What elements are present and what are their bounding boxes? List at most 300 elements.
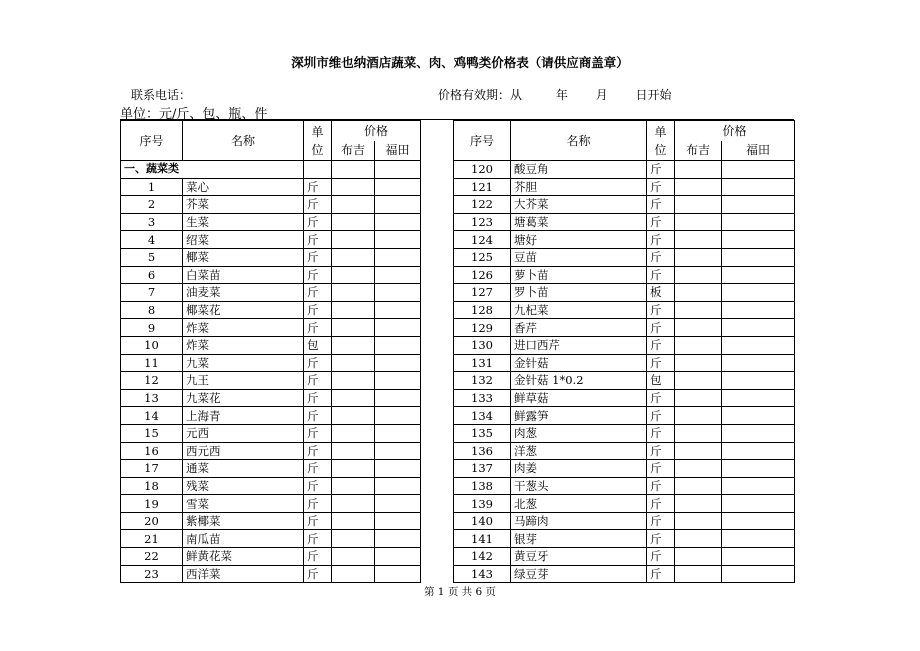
price-input-futian[interactable] bbox=[375, 565, 421, 583]
unit-cell: 斤 bbox=[304, 248, 332, 266]
table-row bbox=[454, 178, 795, 196]
price-input-buji[interactable] bbox=[332, 178, 375, 196]
table-row bbox=[454, 548, 795, 566]
price-input-buji[interactable] bbox=[675, 336, 722, 354]
seq-cell: 129 bbox=[454, 319, 511, 337]
item-name-cell: 鲜露笋 bbox=[511, 407, 647, 425]
table-row bbox=[454, 266, 795, 284]
price-input-buji[interactable] bbox=[332, 248, 375, 266]
seq-cell: 3 bbox=[121, 213, 183, 231]
price-input-futian[interactable] bbox=[722, 336, 795, 354]
price-input-buji[interactable] bbox=[675, 548, 722, 566]
price-input-futian[interactable] bbox=[722, 266, 795, 284]
item-name-cell: 炸菜 bbox=[183, 336, 304, 354]
seq-cell: 4 bbox=[121, 231, 183, 249]
header-unit-bottom: 位 bbox=[311, 142, 324, 157]
unit-cell: 斤 bbox=[304, 407, 332, 425]
seq-cell: 138 bbox=[454, 477, 511, 495]
unit-cell: 斤 bbox=[647, 460, 675, 478]
price-input-futian[interactable] bbox=[375, 319, 421, 337]
item-name-cell: 香芹 bbox=[511, 319, 647, 337]
item-name-cell: 九菜 bbox=[183, 354, 304, 372]
table-row bbox=[121, 213, 421, 231]
unit-cell: 斤 bbox=[304, 424, 332, 442]
price-input-buji[interactable] bbox=[332, 407, 375, 425]
item-name-cell: 罗卜苗 bbox=[511, 284, 647, 302]
item-name-cell: 九王 bbox=[183, 372, 304, 390]
unit-cell: 斤 bbox=[304, 389, 332, 407]
price-input-futian[interactable] bbox=[722, 354, 795, 372]
price-input-futian[interactable] bbox=[375, 354, 421, 372]
price-input-buji[interactable] bbox=[675, 196, 722, 214]
header-unit bbox=[647, 121, 675, 161]
table-row bbox=[454, 389, 795, 407]
header-price: 价格 bbox=[332, 121, 421, 141]
unit-cell: 斤 bbox=[647, 442, 675, 460]
price-input-futian[interactable] bbox=[722, 442, 795, 460]
price-input-buji[interactable] bbox=[675, 512, 722, 530]
seq-cell: 121 bbox=[454, 178, 511, 196]
unit-cell: 斤 bbox=[304, 530, 332, 548]
unit-cell: 斤 bbox=[304, 284, 332, 302]
price-input-buji[interactable] bbox=[332, 565, 375, 583]
price-input-futian[interactable] bbox=[375, 477, 421, 495]
item-name-cell: 椰菜 bbox=[183, 248, 304, 266]
table-row bbox=[121, 248, 421, 266]
page-title: 深圳市维也纳酒店蔬菜、肉、鸡鸭类价格表（请供应商盖章） bbox=[291, 55, 629, 70]
price-input-buji[interactable] bbox=[332, 442, 375, 460]
item-name-cell: 白菜苗 bbox=[183, 266, 304, 284]
price-input-futian[interactable] bbox=[375, 460, 421, 478]
unit-cell: 斤 bbox=[647, 354, 675, 372]
item-name-cell: 肉葱 bbox=[511, 424, 647, 442]
price-input-buji[interactable] bbox=[675, 460, 722, 478]
price-input-buji[interactable] bbox=[675, 530, 722, 548]
table-row bbox=[121, 512, 421, 530]
unit-cell: 斤 bbox=[647, 495, 675, 513]
price-input-futian[interactable] bbox=[722, 196, 795, 214]
table-row bbox=[121, 336, 421, 354]
item-name-cell: 油麦菜 bbox=[183, 284, 304, 302]
table-row bbox=[121, 424, 421, 442]
item-name-cell: 雪菜 bbox=[183, 495, 304, 513]
price-input-futian[interactable] bbox=[722, 407, 795, 425]
table-row bbox=[454, 319, 795, 337]
header-unit-bottom: 位 bbox=[654, 142, 667, 157]
header-name: 名称 bbox=[511, 121, 647, 161]
header-store-buji: 布吉 bbox=[675, 141, 722, 161]
unit-cell: 斤 bbox=[304, 477, 332, 495]
seq-cell: 21 bbox=[121, 530, 183, 548]
table-row bbox=[121, 372, 421, 390]
unit-cell: 斤 bbox=[647, 565, 675, 583]
unit-cell: 斤 bbox=[304, 512, 332, 530]
unit-cell: 斤 bbox=[647, 548, 675, 566]
right-table-body bbox=[454, 161, 795, 583]
price-input-buji[interactable] bbox=[675, 266, 722, 284]
price-input-futian[interactable] bbox=[722, 495, 795, 513]
price-input-futian[interactable] bbox=[375, 389, 421, 407]
seq-cell: 8 bbox=[121, 301, 183, 319]
seq-cell: 131 bbox=[454, 354, 511, 372]
price-input-buji[interactable] bbox=[332, 530, 375, 548]
item-name-cell: 干葱头 bbox=[511, 477, 647, 495]
price-input-futian[interactable] bbox=[722, 178, 795, 196]
price-input-buji[interactable] bbox=[675, 161, 722, 179]
item-name-cell: 椰菜花 bbox=[183, 301, 304, 319]
price-input-buji[interactable] bbox=[332, 512, 375, 530]
unit-cell: 斤 bbox=[304, 319, 332, 337]
item-name-cell: 肉姜 bbox=[511, 460, 647, 478]
price-input-futian[interactable] bbox=[722, 548, 795, 566]
header-unit bbox=[304, 121, 332, 161]
table-row bbox=[121, 495, 421, 513]
item-name-cell: 豆苗 bbox=[511, 248, 647, 266]
unit-cell: 斤 bbox=[304, 266, 332, 284]
item-name-cell: 大芥菜 bbox=[511, 196, 647, 214]
unit-cell: 斤 bbox=[304, 231, 332, 249]
seq-cell: 134 bbox=[454, 407, 511, 425]
item-name-cell: 芥菜 bbox=[183, 196, 304, 214]
price-input-buji[interactable] bbox=[332, 389, 375, 407]
item-name-cell: 南瓜苗 bbox=[183, 530, 304, 548]
price-input-futian[interactable] bbox=[375, 512, 421, 530]
price-input-buji[interactable] bbox=[332, 161, 375, 179]
table-row bbox=[121, 477, 421, 495]
header-store-futian: 福田 bbox=[375, 141, 421, 161]
item-name-cell: 绍菜 bbox=[183, 231, 304, 249]
table-row bbox=[454, 336, 795, 354]
price-input-buji[interactable] bbox=[332, 301, 375, 319]
price-input-futian[interactable] bbox=[375, 407, 421, 425]
item-name-cell: 洋葱 bbox=[511, 442, 647, 460]
price-input-buji[interactable] bbox=[675, 565, 722, 583]
price-input-futian[interactable] bbox=[375, 336, 421, 354]
unit-cell: 斤 bbox=[647, 424, 675, 442]
page-footer: 第 1 页 共 6 页 bbox=[423, 586, 497, 598]
price-table-left bbox=[120, 120, 421, 583]
price-input-buji[interactable] bbox=[675, 284, 722, 302]
price-input-futian[interactable] bbox=[375, 424, 421, 442]
unit-cell: 斤 bbox=[647, 196, 675, 214]
price-input-buji[interactable] bbox=[675, 389, 722, 407]
table-row bbox=[454, 565, 795, 583]
unit-cell: 斤 bbox=[647, 213, 675, 231]
item-name-cell: 塘好 bbox=[511, 231, 647, 249]
price-input-futian[interactable] bbox=[722, 161, 795, 179]
price-input-futian[interactable] bbox=[375, 301, 421, 319]
price-input-futian[interactable] bbox=[375, 495, 421, 513]
table-row bbox=[121, 407, 421, 425]
empty-cell bbox=[304, 161, 332, 179]
price-input-futian[interactable] bbox=[722, 389, 795, 407]
seq-cell: 135 bbox=[454, 424, 511, 442]
seq-cell: 22 bbox=[121, 548, 183, 566]
seq-cell: 17 bbox=[121, 460, 183, 478]
price-input-buji[interactable] bbox=[675, 248, 722, 266]
price-input-futian[interactable] bbox=[722, 460, 795, 478]
seq-cell: 137 bbox=[454, 460, 511, 478]
price-input-futian[interactable] bbox=[375, 442, 421, 460]
item-name-cell: 绿豆芽 bbox=[511, 565, 647, 583]
price-input-futian[interactable] bbox=[375, 213, 421, 231]
table-row bbox=[121, 460, 421, 478]
price-input-buji[interactable] bbox=[332, 460, 375, 478]
price-input-buji[interactable] bbox=[675, 424, 722, 442]
price-input-buji[interactable] bbox=[675, 354, 722, 372]
price-input-futian[interactable] bbox=[722, 512, 795, 530]
table-row bbox=[121, 196, 421, 214]
header-unit-top: 单 bbox=[311, 124, 324, 139]
item-name-cell: 北葱 bbox=[511, 495, 647, 513]
seq-cell: 133 bbox=[454, 389, 511, 407]
table-row bbox=[121, 530, 421, 548]
unit-cell: 斤 bbox=[304, 460, 332, 478]
seq-cell: 23 bbox=[121, 565, 183, 583]
price-input-buji[interactable] bbox=[675, 213, 722, 231]
table-row bbox=[121, 231, 421, 249]
item-name-cell: 马蹄肉 bbox=[511, 512, 647, 530]
price-input-buji[interactable] bbox=[332, 372, 375, 390]
table-row bbox=[121, 389, 421, 407]
table-row bbox=[121, 284, 421, 302]
item-name-cell: 紫椰菜 bbox=[183, 512, 304, 530]
table-row bbox=[454, 301, 795, 319]
seq-cell: 142 bbox=[454, 548, 511, 566]
price-input-futian[interactable] bbox=[722, 231, 795, 249]
item-name-cell: 西元西 bbox=[183, 442, 304, 460]
item-name-cell: 九菜花 bbox=[183, 389, 304, 407]
seq-cell: 18 bbox=[121, 477, 183, 495]
seq-cell: 16 bbox=[121, 442, 183, 460]
price-input-buji[interactable] bbox=[675, 372, 722, 390]
seq-cell: 143 bbox=[454, 565, 511, 583]
unit-cell: 板 bbox=[647, 284, 675, 302]
seq-cell: 120 bbox=[454, 161, 511, 179]
seq-cell: 126 bbox=[454, 266, 511, 284]
validity-day-start: 日开始 bbox=[635, 88, 672, 102]
price-input-futian[interactable] bbox=[375, 530, 421, 548]
seq-cell: 139 bbox=[454, 495, 511, 513]
price-input-buji[interactable] bbox=[332, 424, 375, 442]
price-input-buji[interactable] bbox=[332, 336, 375, 354]
item-name-cell: 元西 bbox=[183, 424, 304, 442]
unit-cell: 斤 bbox=[304, 495, 332, 513]
item-name-cell: 芥胆 bbox=[511, 178, 647, 196]
price-input-futian[interactable] bbox=[722, 477, 795, 495]
seq-cell: 128 bbox=[454, 301, 511, 319]
price-input-futian[interactable] bbox=[722, 530, 795, 548]
price-input-futian[interactable] bbox=[375, 231, 421, 249]
item-name-cell: 通菜 bbox=[183, 460, 304, 478]
item-name-cell: 酸豆角 bbox=[511, 161, 647, 179]
price-input-futian[interactable] bbox=[722, 565, 795, 583]
price-input-futian[interactable] bbox=[375, 178, 421, 196]
seq-cell: 2 bbox=[121, 196, 183, 214]
seq-cell: 127 bbox=[454, 284, 511, 302]
header-unit-top: 单 bbox=[654, 124, 667, 139]
item-name-cell: 金针菇 bbox=[511, 354, 647, 372]
seq-cell: 12 bbox=[121, 372, 183, 390]
validity-year: 年 bbox=[555, 88, 568, 102]
table-row bbox=[121, 178, 421, 196]
table-row bbox=[454, 248, 795, 266]
seq-cell: 9 bbox=[121, 319, 183, 337]
table-row bbox=[454, 213, 795, 231]
seq-cell: 132 bbox=[454, 372, 511, 390]
table-row bbox=[454, 407, 795, 425]
price-input-buji[interactable] bbox=[675, 477, 722, 495]
item-name-cell: 鲜黄花菜 bbox=[183, 548, 304, 566]
price-input-buji[interactable] bbox=[332, 354, 375, 372]
item-name-cell: 金针菇 1*0.2 bbox=[511, 372, 647, 390]
price-input-futian[interactable] bbox=[722, 319, 795, 337]
unit-cell: 斤 bbox=[647, 301, 675, 319]
item-name-cell: 黄豆牙 bbox=[511, 548, 647, 566]
header-price: 价格 bbox=[675, 121, 795, 141]
price-input-buji[interactable] bbox=[332, 319, 375, 337]
price-input-futian[interactable] bbox=[722, 424, 795, 442]
table-row bbox=[454, 424, 795, 442]
price-input-futian[interactable] bbox=[722, 213, 795, 231]
price-input-buji[interactable] bbox=[332, 266, 375, 284]
seq-cell: 123 bbox=[454, 213, 511, 231]
seq-cell: 19 bbox=[121, 495, 183, 513]
table-row bbox=[454, 284, 795, 302]
unit-cell: 斤 bbox=[647, 161, 675, 179]
seq-cell: 141 bbox=[454, 530, 511, 548]
seq-cell: 130 bbox=[454, 336, 511, 354]
left-table-body bbox=[121, 161, 421, 583]
price-input-buji[interactable] bbox=[332, 477, 375, 495]
table-row bbox=[121, 319, 421, 337]
seq-cell: 1 bbox=[121, 178, 183, 196]
validity-month: 月 bbox=[595, 88, 608, 102]
price-table-right bbox=[453, 120, 795, 583]
price-input-futian[interactable] bbox=[375, 548, 421, 566]
item-name-cell: 生菜 bbox=[183, 213, 304, 231]
seq-cell: 125 bbox=[454, 248, 511, 266]
price-input-buji[interactable] bbox=[675, 495, 722, 513]
table-row bbox=[454, 460, 795, 478]
seq-cell: 122 bbox=[454, 196, 511, 214]
unit-cell: 斤 bbox=[304, 213, 332, 231]
price-input-futian[interactable] bbox=[375, 248, 421, 266]
unit-cell: 包 bbox=[304, 336, 332, 354]
unit-cell: 斤 bbox=[647, 248, 675, 266]
unit-cell: 斤 bbox=[647, 512, 675, 530]
seq-cell: 13 bbox=[121, 389, 183, 407]
seq-cell: 5 bbox=[121, 248, 183, 266]
price-input-buji[interactable] bbox=[675, 442, 722, 460]
contact-phone-label: 联系电话： bbox=[131, 88, 192, 102]
seq-cell: 10 bbox=[121, 336, 183, 354]
unit-cell: 斤 bbox=[304, 178, 332, 196]
item-name-cell: 菜心 bbox=[183, 178, 304, 196]
seq-cell: 14 bbox=[121, 407, 183, 425]
section-title: 一、蔬菜类 bbox=[121, 161, 304, 179]
price-input-futian[interactable] bbox=[375, 196, 421, 214]
seq-cell: 6 bbox=[121, 266, 183, 284]
price-input-futian[interactable] bbox=[375, 266, 421, 284]
seq-cell: 124 bbox=[454, 231, 511, 249]
unit-cell: 斤 bbox=[304, 354, 332, 372]
price-input-futian[interactable] bbox=[375, 161, 421, 179]
header-store-bují: 布吉 bbox=[332, 141, 375, 161]
table-row bbox=[454, 161, 795, 179]
price-input-buji[interactable] bbox=[332, 495, 375, 513]
price-input-buji[interactable] bbox=[332, 196, 375, 214]
table-row bbox=[454, 477, 795, 495]
price-input-futian[interactable] bbox=[722, 284, 795, 302]
table-row bbox=[121, 565, 421, 583]
unit-cell: 斤 bbox=[647, 231, 675, 249]
price-input-futian[interactable] bbox=[722, 372, 795, 390]
unit-cell: 斤 bbox=[647, 319, 675, 337]
unit-cell: 斤 bbox=[647, 389, 675, 407]
price-input-futian[interactable] bbox=[375, 372, 421, 390]
price-input-buji[interactable] bbox=[675, 301, 722, 319]
price-input-futian[interactable] bbox=[722, 301, 795, 319]
header-seq: 序号 bbox=[121, 121, 183, 161]
table-row bbox=[121, 442, 421, 460]
price-input-buji[interactable] bbox=[332, 213, 375, 231]
table-row bbox=[121, 354, 421, 372]
item-name-cell: 鲜草菇 bbox=[511, 389, 647, 407]
unit-cell: 斤 bbox=[647, 178, 675, 196]
unit-cell: 斤 bbox=[647, 407, 675, 425]
price-input-buji[interactable] bbox=[675, 319, 722, 337]
price-input-buji[interactable] bbox=[675, 178, 722, 196]
unit-note: 单位：元/斤、包、瓶、件 bbox=[120, 107, 268, 122]
unit-cell: 斤 bbox=[304, 548, 332, 566]
seq-cell: 20 bbox=[121, 512, 183, 530]
header-name: 名称 bbox=[183, 121, 304, 161]
price-input-futian[interactable] bbox=[722, 248, 795, 266]
price-input-buji[interactable] bbox=[675, 407, 722, 425]
price-input-buji[interactable] bbox=[332, 284, 375, 302]
seq-cell: 140 bbox=[454, 512, 511, 530]
item-name-cell: 银芽 bbox=[511, 530, 647, 548]
header-seq: 序号 bbox=[454, 121, 511, 161]
price-input-futian[interactable] bbox=[375, 284, 421, 302]
unit-cell: 包 bbox=[647, 372, 675, 390]
unit-cell: 斤 bbox=[647, 266, 675, 284]
table-row bbox=[454, 512, 795, 530]
item-name-cell: 上海青 bbox=[183, 407, 304, 425]
item-name-cell: 萝卜苗 bbox=[511, 266, 647, 284]
table-row bbox=[454, 372, 795, 390]
item-name-cell: 残菜 bbox=[183, 477, 304, 495]
unit-cell: 斤 bbox=[304, 372, 332, 390]
table-row bbox=[454, 530, 795, 548]
seq-cell: 136 bbox=[454, 442, 511, 460]
table-row bbox=[454, 196, 795, 214]
item-name-cell: 塘葛菜 bbox=[511, 213, 647, 231]
unit-cell: 斤 bbox=[304, 196, 332, 214]
price-input-buji[interactable] bbox=[332, 548, 375, 566]
table-row bbox=[121, 301, 421, 319]
item-name-cell: 进口西芹 bbox=[511, 336, 647, 354]
unit-cell: 斤 bbox=[304, 301, 332, 319]
item-name-cell: 九杞菜 bbox=[511, 301, 647, 319]
unit-cell: 斤 bbox=[647, 336, 675, 354]
price-input-buji[interactable] bbox=[332, 231, 375, 249]
unit-cell: 斤 bbox=[304, 565, 332, 583]
unit-cell: 斤 bbox=[647, 477, 675, 495]
seq-cell: 15 bbox=[121, 424, 183, 442]
price-input-buji[interactable] bbox=[675, 231, 722, 249]
